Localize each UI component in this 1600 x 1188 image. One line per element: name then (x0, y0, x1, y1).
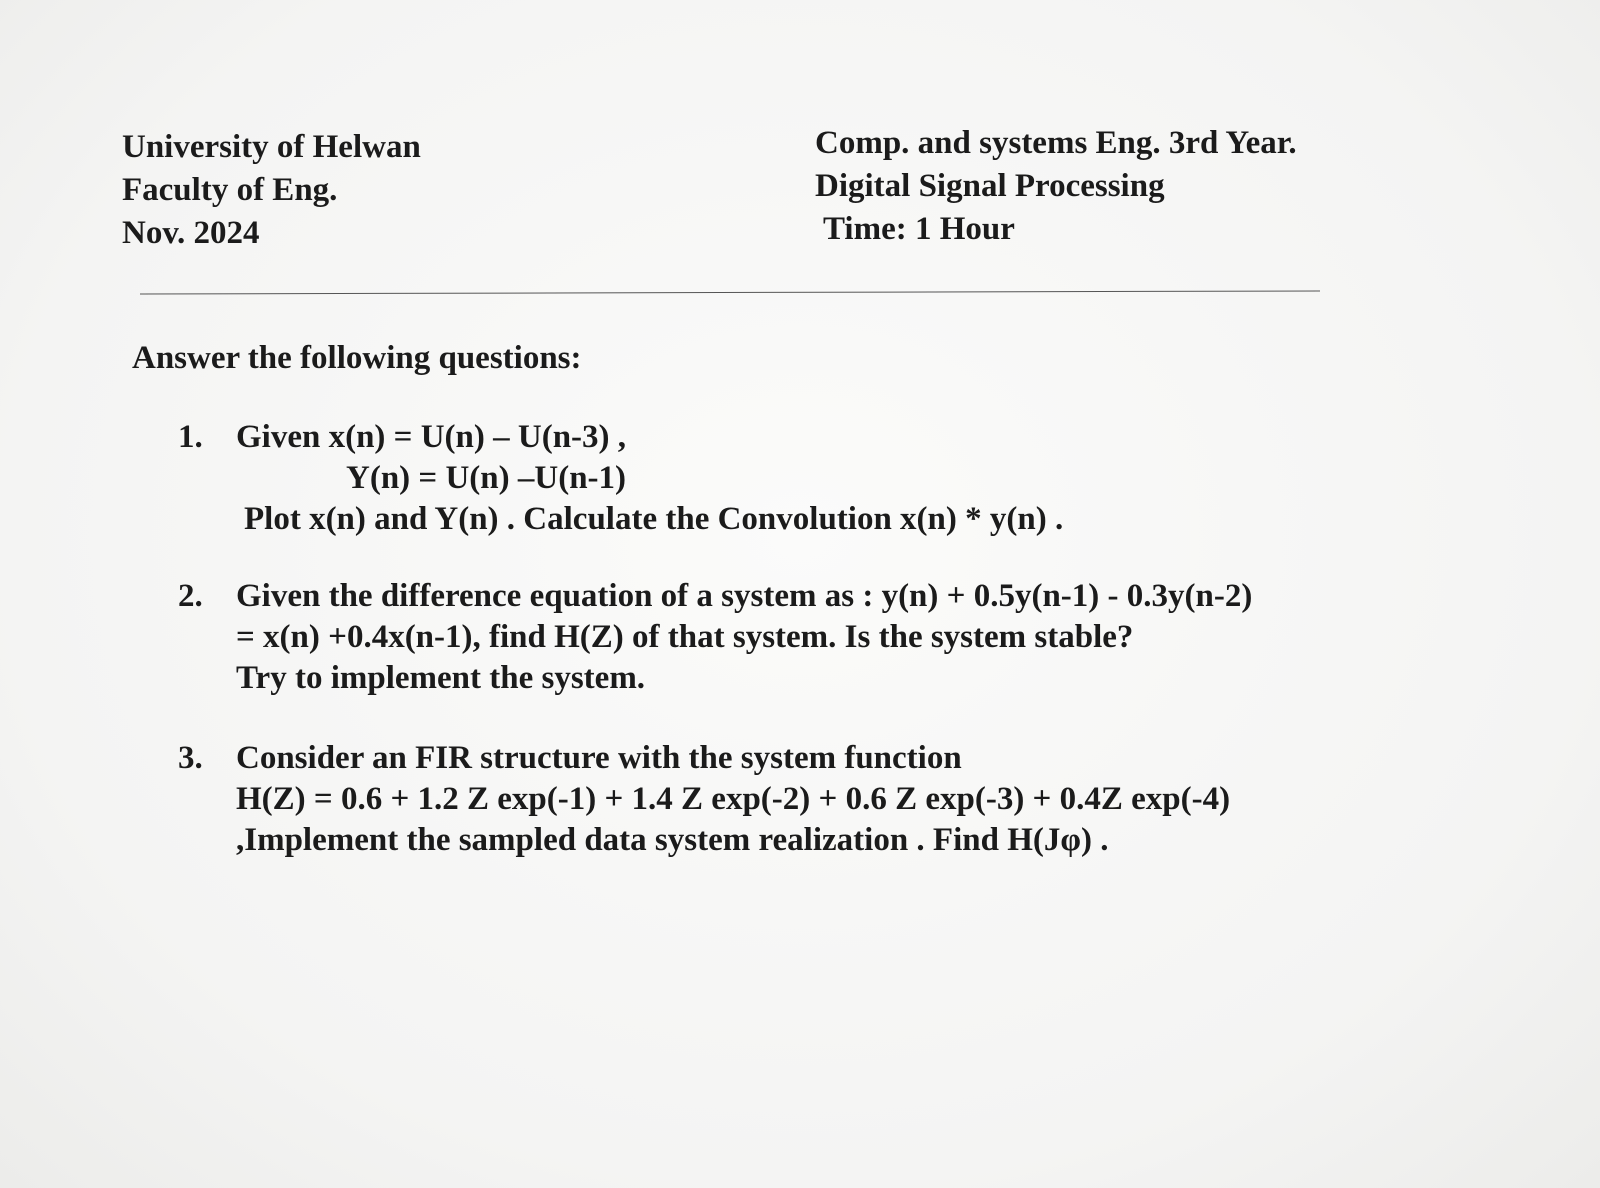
question-line: Consider an FIR structure with the system function (236, 740, 962, 776)
header-divider (140, 290, 1320, 294)
instructions: Answer the following questions: (132, 340, 582, 376)
question-line: Try to implement the system. (236, 660, 646, 696)
question-line: = x(n) +0.4x(n-1), find H(Z) of that system. Is the system stable? (236, 619, 1134, 655)
exam-duration: Time: 1 Hour (823, 210, 1015, 247)
question-1 (178, 417, 1063, 540)
question-line: Y(n) = U(n) –U(n-1) (346, 460, 627, 496)
exam-date: Nov. 2024 (122, 214, 260, 251)
question-number: 2. (178, 578, 203, 614)
header-left (122, 126, 421, 255)
question-number: 3. (178, 740, 203, 776)
question-line: Plot x(n) and Y(n) . Calculate the Convolution x(n) * y(n) . (244, 501, 1064, 537)
question-2 (178, 576, 1252, 699)
question-line: ,Implement the sampled data system realization . Find H(Jφ) . (236, 822, 1109, 858)
question-number: 1. (178, 419, 203, 455)
question-3 (178, 738, 1230, 861)
header-right (815, 122, 1297, 251)
course-title: Digital Signal Processing (815, 167, 1165, 204)
question-line: Given x(n) = U(n) – U(n-3) , (236, 419, 627, 455)
question-line: Given the difference equation of a system as : y(n) + 0.5y(n-1) - 0.3y(n-2) (236, 578, 1253, 614)
faculty-name: Faculty of Eng. (122, 171, 338, 208)
department-year: Comp. and systems Eng. 3rd Year. (815, 125, 1297, 161)
question-line: H(Z) = 0.6 + 1.2 Z exp(-1) + 1.4 Z exp(-2) + 0.6 Z exp(-3) + 0.4Z exp(-4) (236, 781, 1231, 817)
university-name: University of Helwan (122, 129, 421, 165)
